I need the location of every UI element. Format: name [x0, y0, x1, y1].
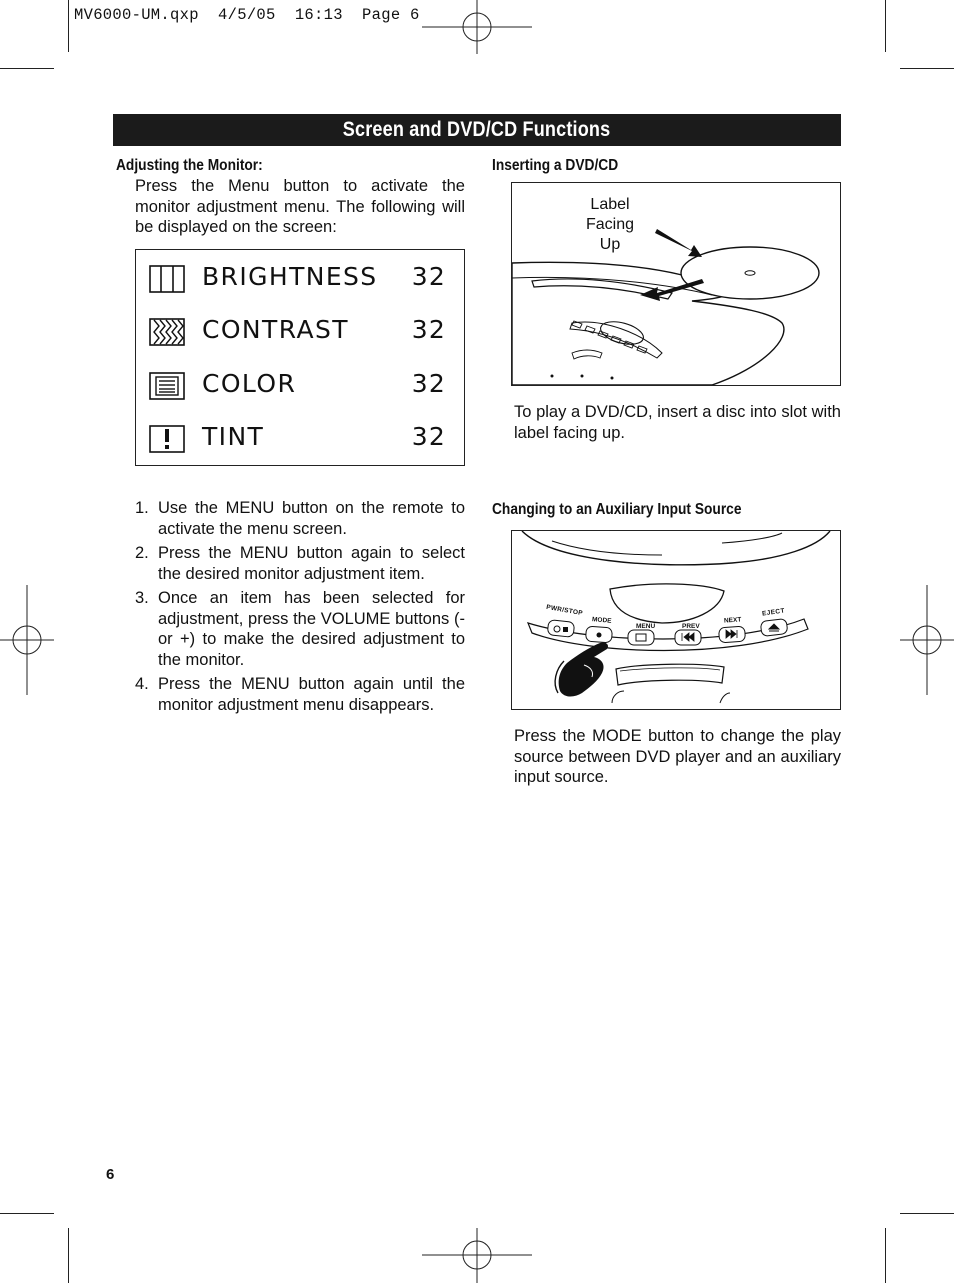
- menu-label: MENU: [636, 623, 656, 630]
- aux-input-heading: Changing to an Auxiliary Input Source: [492, 501, 742, 518]
- osd-menu-box: [135, 249, 465, 466]
- list-item: 4. Press the MENU button again until the monitor adjustment menu disappears.: [135, 675, 465, 714]
- osd-label: TINT: [202, 422, 265, 451]
- crop-mark: [68, 0, 69, 52]
- crop-mark: [885, 1228, 886, 1283]
- pwr-stop-label: PWR/STOP: [545, 603, 584, 618]
- print-header: MV6000-UM.qxp 4/5/05 16:13 Page 6: [74, 6, 420, 24]
- crop-mark: [0, 1213, 54, 1214]
- crop-mark: [68, 1228, 69, 1283]
- insert-disc-caption: To play a DVD/CD, insert a disc into slot with label facing up.: [514, 403, 841, 442]
- next-label: NEXT: [723, 616, 742, 625]
- tint-icon: [149, 425, 185, 453]
- osd-label: BRIGHTNESS: [202, 262, 378, 291]
- callout-line: Label: [590, 196, 630, 213]
- list-item: 1. Use the MENU button on the remote to activate the menu screen.: [135, 499, 465, 538]
- color-icon: [149, 372, 185, 400]
- osd-row-contrast: [136, 315, 464, 355]
- registration-mark-right: [900, 585, 954, 695]
- osd-row-color: [136, 369, 464, 409]
- osd-value: 32: [411, 422, 446, 451]
- registration-mark-top: [422, 0, 532, 54]
- adjusting-monitor-intro: Press the Menu button to activate the monitor adjustment menu. The following will be displayed on the screen:: [135, 177, 465, 236]
- insert-disc-figure: [511, 182, 841, 386]
- mode-label: MODE: [591, 616, 612, 625]
- crop-mark: [0, 68, 54, 69]
- dvd-player-illustration: [512, 183, 840, 385]
- crop-mark: [900, 68, 954, 69]
- osd-value: 32: [411, 262, 446, 291]
- control-panel-illustration: [512, 531, 840, 709]
- osd-row-tint: [136, 422, 464, 462]
- crop-mark: [885, 0, 886, 52]
- osd-label: COLOR: [202, 369, 297, 398]
- osd-value: 32: [411, 315, 446, 344]
- page-number: 6: [106, 1166, 115, 1183]
- section-title: Screen and DVD/CD Functions: [343, 118, 611, 141]
- osd-row-brightness: [136, 262, 464, 302]
- list-item: 3. Once an item has been selected for adjustment, press the VOLUME buttons (- or +) to make the desired adjustment to the monitor.: [135, 589, 465, 669]
- label-facing-up-callout: [574, 195, 646, 255]
- mode-button-figure: [511, 530, 841, 710]
- brightness-icon: [149, 265, 185, 293]
- registration-mark-left: [0, 585, 54, 695]
- section-title-bar: [113, 114, 841, 146]
- osd-label: CONTRAST: [202, 315, 349, 344]
- registration-mark-bottom: [422, 1228, 532, 1283]
- adjusting-monitor-heading: Adjusting the Monitor:: [116, 157, 263, 174]
- crop-mark: [900, 1213, 954, 1214]
- inserting-dvd-heading: Inserting a DVD/CD: [492, 157, 619, 174]
- monitor-steps-list: [135, 498, 465, 719]
- contrast-icon: [149, 318, 185, 346]
- eject-label: EJECT: [761, 607, 786, 618]
- list-item: 2. Press the MENU button again to select the desired monitor adjustment item.: [135, 544, 465, 583]
- osd-value: 32: [411, 369, 446, 398]
- prev-label: PREV: [682, 623, 700, 630]
- aux-input-caption: Press the MODE button to change the play source between DVD player and an auxiliary input source.: [514, 727, 841, 786]
- callout-line: Facing Up: [585, 216, 635, 253]
